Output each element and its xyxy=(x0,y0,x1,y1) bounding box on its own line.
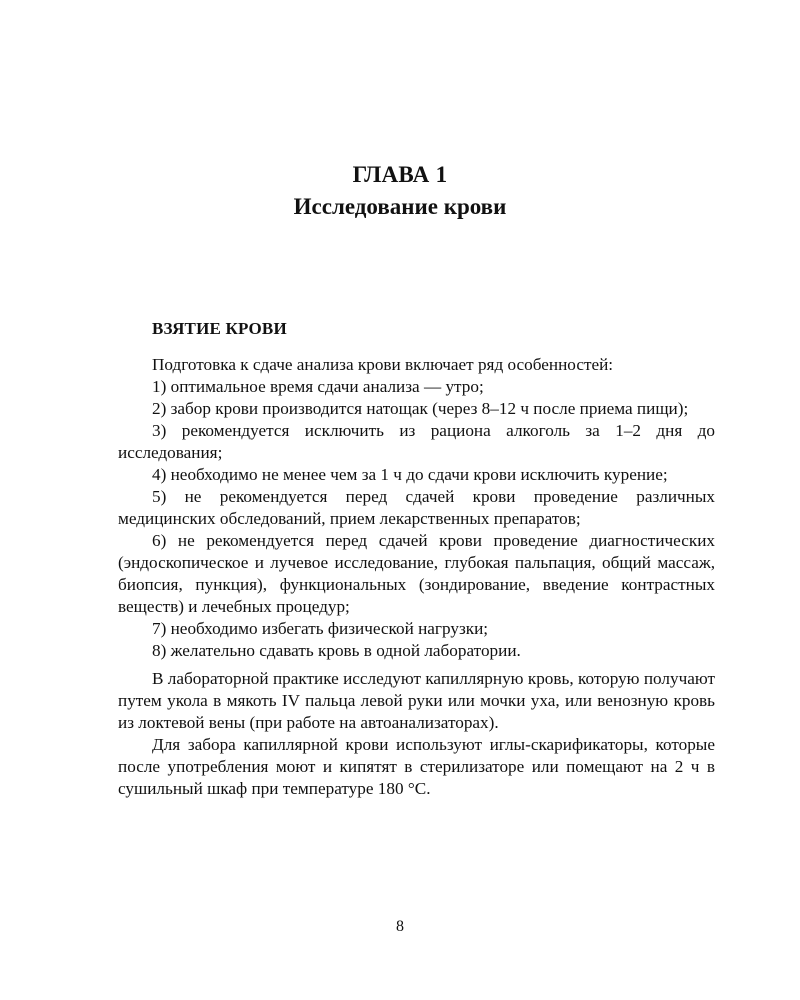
section-heading: ВЗЯТИЕ КРОВИ xyxy=(152,319,287,338)
body-text xyxy=(118,354,715,800)
paragraph-lab-practice: В лабораторной практике исследуют капиллярную кровь, которую получают путем укола в мякоть IV пальца левой руки или мочки уха, или венозную кровь из локтевой вены (при работе на автоанализаторах). xyxy=(118,669,715,732)
list-item-8: 8) желательно сдавать кровь в одной лаборатории. xyxy=(152,641,521,660)
chapter-title: Исследование крови xyxy=(293,194,507,219)
list-item-6: 6) не рекомендуется перед сдачей крови проведение диагностических (эндоскопическое и лучевое исследование, глубокая пальпация, общий массаж, биопсия, пункция), функциональных (зондирование, введение контрастных веществ) и лечебных процедур; xyxy=(118,531,715,616)
page-number: 8 xyxy=(396,918,404,935)
list-item-4: 4) необходимо не менее чем за 1 ч до сдачи крови исключить курение; xyxy=(152,465,668,484)
list-item-2: 2) забор крови производится натощак (через 8–12 ч после приема пищи); xyxy=(152,399,689,418)
list-item-3: 3) рекомендуется исключить из рациона алкоголь за 1–2 дня до исследования; xyxy=(118,421,715,462)
list-item-7: 7) необходимо избегать физической нагрузки; xyxy=(152,619,489,638)
paragraph-intro: Подготовка к сдаче анализа крови включает ряд особенностей: xyxy=(152,355,614,374)
list-item-1: 1) оптимальное время сдачи анализа — утро; xyxy=(152,377,484,396)
list-item-5: 5) не рекомендуется перед сдачей крови проведение различных медицинских обследований, прием лекарственных препаратов; xyxy=(118,487,715,528)
paragraph-capillary-blood: Для забора капиллярной крови используют иглы-скарификаторы, которые после употребления моют и кипятят в стерилизаторе или помещают на 2 ч в сушильный шкаф при температуре 180 °С. xyxy=(118,735,715,798)
chapter-number: ГЛАВА 1 xyxy=(352,162,448,187)
